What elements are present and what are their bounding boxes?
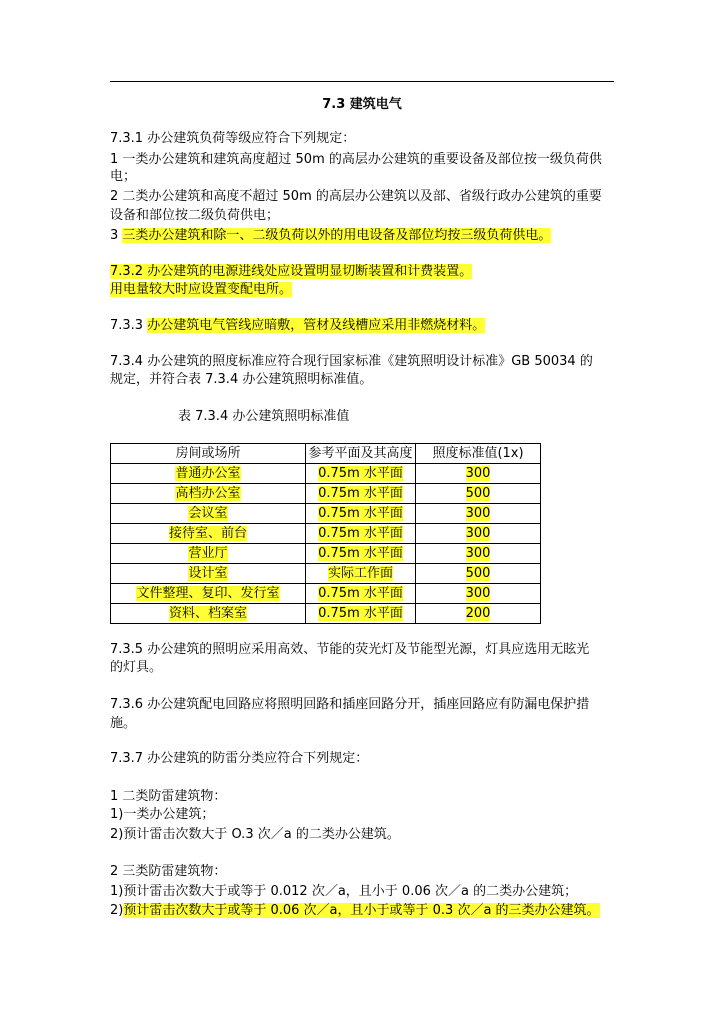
cell-reference-plane <box>306 524 416 544</box>
clause-7-3-3-num: 7.3.3 <box>110 318 148 333</box>
header-rule <box>110 81 614 82</box>
cell-illuminance <box>416 564 541 584</box>
lightning-class-3-item2 <box>110 902 600 920</box>
cell-room-text: 接待室、前台 <box>168 525 247 541</box>
cell-illuminance <box>416 484 541 504</box>
cell-reference-plane-text: 0.75m 水平面 <box>318 485 403 501</box>
cell-illuminance-text: 200 <box>465 605 491 621</box>
cell-illuminance <box>416 584 541 604</box>
column-header-illuminance: 照度标准值(1x) <box>416 444 541 464</box>
clause-7-3-7-head: 7.3.7 办公建筑的防雷分类应符合下列规定： <box>110 751 369 766</box>
lightning-class-3-item1: 1)预计雷击次数大于或等于 0.012 次／a，且小于 0.06 次／a 的二类办公建筑； <box>110 884 578 899</box>
clause-7-3-1-item3 <box>110 227 551 245</box>
lightning-class-2-head: 1 二类防雷建筑物： <box>110 789 227 804</box>
cell-illuminance-text: 300 <box>465 505 491 521</box>
cell-room <box>111 564 306 584</box>
cell-room <box>111 464 306 484</box>
lightning-class-3-item2-text: 预计雷击次数大于或等于 0.06 次／a，且小于或等于 0.3 次／a 的三类办公建筑。 <box>123 903 600 918</box>
cell-reference-plane <box>306 584 416 604</box>
cell-room <box>111 504 306 524</box>
clause-7-3-5-line1: 7.3.5 办公建筑的照明应采用高效、节能的荧光灯及节能型光源，灯具应选用无眩光 <box>110 642 590 657</box>
table-row <box>111 604 541 624</box>
clause-7-3-1-item1-line1: 1 一类办公建筑和建筑高度超过 50m 的高层办公建筑的重要设备及部位按一级负荷供 <box>110 152 602 167</box>
cell-illuminance-text: 300 <box>465 465 491 481</box>
cell-room-text: 营业厅 <box>188 545 228 561</box>
cell-illuminance <box>416 544 541 564</box>
table-row <box>111 544 541 564</box>
clause-7-3-1-item3-text: 三类办公建筑和除一、二级负荷以外的用电设备及部位均按三级负荷供电。 <box>122 228 552 243</box>
cell-illuminance <box>416 524 541 544</box>
column-header-reference-plane: 参考平面及其高度 <box>306 444 416 464</box>
clause-7-3-4-line2: 规定，并符合表 7.3.4 办公建筑照明标准值。 <box>110 372 373 387</box>
section-title: 7.3 建筑电气 <box>322 97 402 112</box>
cell-illuminance-text: 300 <box>465 585 491 601</box>
clause-7-3-1-item2-line1: 2 二类办公建筑和高度不超过 50m 的高层办公建筑以及部、省级行政办公建筑的重要 <box>110 189 602 204</box>
clause-7-3-5-line2: 的灯具。 <box>110 660 163 675</box>
cell-illuminance-text: 500 <box>465 485 491 501</box>
cell-reference-plane-text: 0.75m 水平面 <box>318 465 403 481</box>
cell-room-text: 设计室 <box>188 565 228 581</box>
table-row <box>111 504 541 524</box>
cell-illuminance <box>416 604 541 624</box>
cell-illuminance-text: 300 <box>465 525 491 541</box>
cell-room-text: 会议室 <box>188 505 228 521</box>
cell-reference-plane-text: 0.75m 水平面 <box>318 505 403 521</box>
table-row <box>111 464 541 484</box>
cell-reference-plane <box>306 604 416 624</box>
cell-reference-plane <box>306 464 416 484</box>
table-row <box>111 524 541 544</box>
lightning-class-3-item2-num: 2) <box>110 903 124 918</box>
column-header-room: 房间或场所 <box>111 444 306 464</box>
table-row <box>111 484 541 504</box>
lightning-class-2-item1: 1)一类办公建筑； <box>110 807 215 822</box>
cell-room-text: 普通办公室 <box>175 465 241 481</box>
cell-illuminance <box>416 464 541 484</box>
cell-room-text: 高档办公室 <box>175 485 241 501</box>
cell-illuminance-text: 300 <box>465 545 491 561</box>
clause-7-3-2-line1: 7.3.2 办公建筑的电源进线处应设置明显切断装置和计费装置。 <box>110 264 473 279</box>
clause-7-3-3 <box>110 317 485 335</box>
cell-reference-plane-text: 0.75m 水平面 <box>318 545 403 561</box>
lightning-class-3-head: 2 三类防雷建筑物： <box>110 864 227 879</box>
cell-illuminance <box>416 504 541 524</box>
cell-room <box>111 544 306 564</box>
clause-7-3-2-line2: 用电量较大时应设置变配电所。 <box>110 282 293 297</box>
cell-room <box>111 604 306 624</box>
clause-7-3-1-item2-line2: 设备和部位按二级负荷供电； <box>110 208 280 223</box>
cell-reference-plane-text: 0.75m 水平面 <box>318 585 403 601</box>
table-caption: 表 7.3.4 办公建筑照明标准值 <box>178 409 350 424</box>
cell-reference-plane <box>306 544 416 564</box>
cell-room <box>111 484 306 504</box>
clause-7-3-4-line1: 7.3.4 办公建筑的照度标准应符合现行国家标准《建筑照明设计标准》GB 50034 的 <box>110 354 593 369</box>
illuminance-table <box>110 443 541 624</box>
cell-illuminance-text: 500 <box>465 565 491 581</box>
table-row <box>111 584 541 604</box>
table-header-row <box>111 444 541 464</box>
clause-7-3-6-line1: 7.3.6 办公建筑配电回路应将照明回路和插座回路分开，插座回路应有防漏电保护措 <box>110 697 590 712</box>
clause-7-3-1-item3-num: 3 <box>110 228 123 243</box>
clause-7-3-6-line2: 施。 <box>110 716 137 731</box>
cell-reference-plane <box>306 564 416 584</box>
cell-room <box>111 584 306 604</box>
cell-room-text: 资料、档案室 <box>168 605 247 621</box>
clause-7-3-1-item1-line2: 电； <box>110 169 137 184</box>
cell-reference-plane-text: 0.75m 水平面 <box>318 605 403 621</box>
lightning-class-2-item2: 2)预计雷击次数大于 O.3 次／a 的二类办公建筑。 <box>110 827 400 842</box>
cell-reference-plane <box>306 484 416 504</box>
cell-reference-plane-text: 实际工作面 <box>327 565 393 581</box>
cell-reference-plane-text: 0.75m 水平面 <box>318 525 403 541</box>
cell-room <box>111 524 306 544</box>
clause-7-3-1-head: 7.3.1 办公建筑负荷等级应符合下列规定： <box>110 131 356 146</box>
clause-7-3-3-text: 办公建筑电气管线应暗敷，管材及线槽应采用非燃烧材料。 <box>147 318 486 333</box>
cell-reference-plane <box>306 504 416 524</box>
table-row <box>111 564 541 584</box>
cell-room-text: 文件整理、复印、发行室 <box>136 585 280 601</box>
